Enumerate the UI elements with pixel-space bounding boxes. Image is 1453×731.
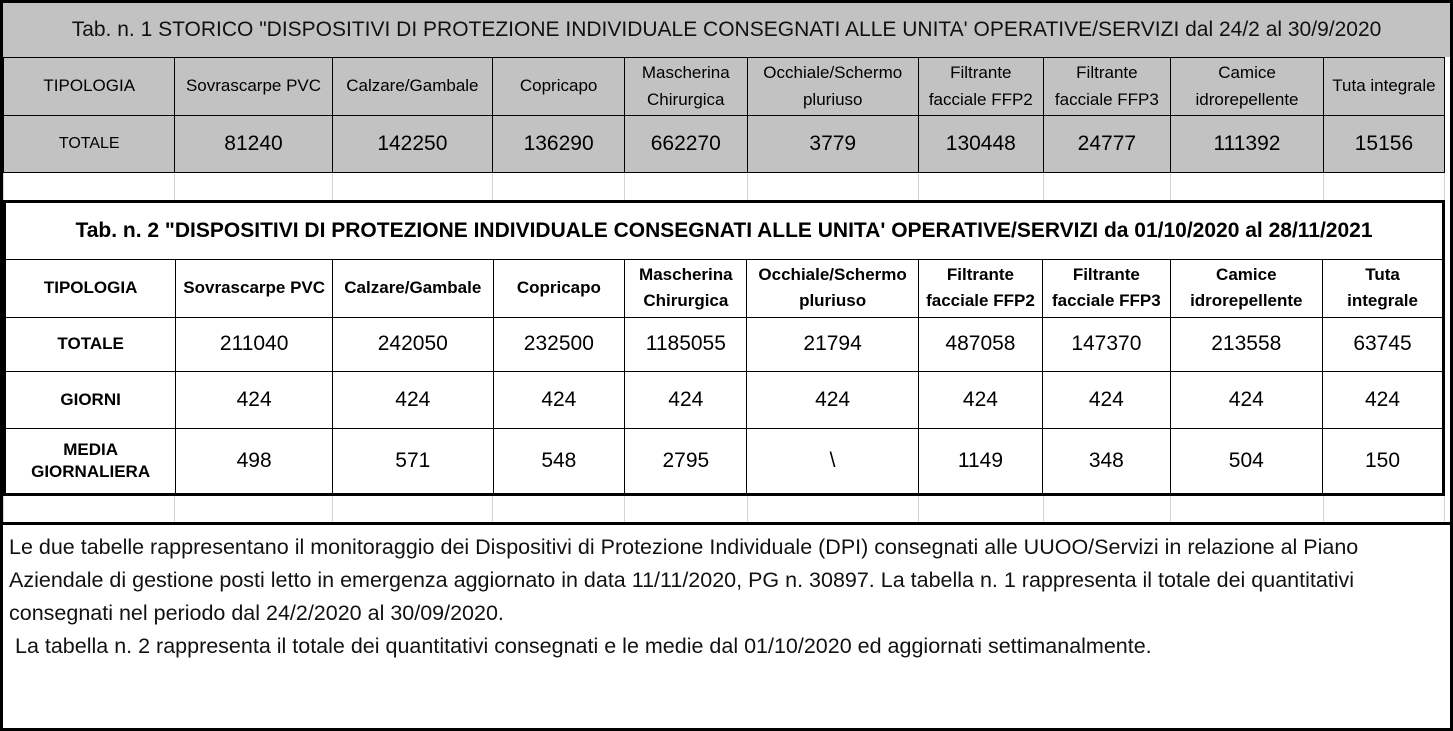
table-1-total-row: [4, 116, 1445, 173]
column-header: TIPOLOGIA: [5, 260, 176, 318]
average-cell: 1149: [918, 428, 1042, 494]
row-label: GIORNI: [5, 371, 176, 428]
table-2-title-row: [5, 202, 1444, 260]
column-header: Filtrante facciale FFP3: [1043, 58, 1171, 116]
spacer-cell: [175, 173, 332, 200]
column-header: Sovrascarpe PVC: [175, 58, 332, 116]
row-label: MEDIA GIORNALIERA: [5, 428, 176, 494]
spacer-cell: [918, 173, 1043, 200]
total-cell: 487058: [918, 317, 1042, 371]
days-cell: 424: [333, 371, 493, 428]
spacer-cell: [747, 496, 918, 522]
spacer-cell: [918, 496, 1043, 522]
column-header: Filtrante facciale FFP3: [1043, 260, 1170, 318]
column-header: Camice idrorepellente: [1170, 260, 1323, 318]
spacer-cell: [1171, 496, 1324, 522]
column-header: Occhiale/Schermo pluriuso: [747, 58, 918, 116]
table-1-title: Tab. n. 1 STORICO "DISPOSITIVI DI PROTEZIONE INDIVIDUALE CONSEGNATI ALLE UNITA' OPERATIVE/SERVIZI dal 24/2 al 30/9/2020: [3, 3, 1450, 57]
column-header: Camice idrorepellente: [1171, 58, 1324, 116]
table-2: [3, 200, 1445, 496]
days-cell: 424: [1323, 371, 1444, 428]
spacer-cell: [1323, 173, 1444, 200]
days-cell: 424: [625, 371, 747, 428]
spacer-cell: [175, 496, 332, 522]
row-label: TOTALE: [4, 116, 175, 173]
total-cell: 232500: [493, 317, 625, 371]
column-header: Tuta integrale: [1323, 260, 1444, 318]
total-cell: 3779: [747, 116, 918, 173]
average-cell: 498: [176, 428, 333, 494]
spacer-row: [3, 173, 1445, 200]
days-cell: 424: [1170, 371, 1323, 428]
column-header: Copricapo: [493, 260, 625, 318]
column-header: Filtrante facciale FFP2: [918, 260, 1042, 318]
spacer-cell: [747, 173, 918, 200]
total-cell: 1185055: [625, 317, 747, 371]
total-cell: 63745: [1323, 317, 1444, 371]
spacer-cell: [1043, 496, 1171, 522]
table-2-daily-average-row: [5, 428, 1444, 494]
column-header: Sovrascarpe PVC: [176, 260, 333, 318]
footer-note: [3, 522, 1450, 663]
total-cell: 242050: [333, 317, 493, 371]
total-cell: 24777: [1043, 116, 1171, 173]
column-header: Calzare/Gambale: [332, 58, 493, 116]
spacer-cell: [4, 496, 175, 522]
spacer-cell: [4, 173, 175, 200]
footer-paragraph-2: La tabella n. 2 rappresenta il totale dei quantitativi consegnati e le medie dal 01/10/2020 ed aggiornati settimanalmente.: [9, 633, 1152, 658]
spacer-cell: [493, 173, 625, 200]
total-cell: 81240: [175, 116, 332, 173]
column-header: Occhiale/Schermo pluriuso: [747, 260, 918, 318]
total-cell: 111392: [1171, 116, 1324, 173]
table-1: [3, 57, 1445, 173]
spacer-cell: [1323, 496, 1444, 522]
table-2-header-row: [5, 260, 1444, 318]
average-cell: 2795: [625, 428, 747, 494]
total-cell: 136290: [493, 116, 625, 173]
spacer-cell: [493, 496, 625, 522]
column-header: Copricapo: [493, 58, 625, 116]
average-cell: 571: [333, 428, 493, 494]
table-2-title: Tab. n. 2 "DISPOSITIVI DI PROTEZIONE INDIVIDUALE CONSEGNATI ALLE UNITA' OPERATIVE/SERVIZI da 01/10/2020 al 28/11/2021: [5, 202, 1444, 260]
total-cell: 147370: [1043, 317, 1170, 371]
days-cell: 424: [747, 371, 918, 428]
total-cell: 130448: [918, 116, 1043, 173]
column-header: Mascherina Chirurgica: [625, 58, 747, 116]
total-cell: 211040: [176, 317, 333, 371]
spacer-cell: [332, 173, 493, 200]
days-cell: 424: [493, 371, 625, 428]
average-cell: 548: [493, 428, 625, 494]
total-cell: 21794: [747, 317, 918, 371]
spacer-cell: [1043, 173, 1171, 200]
column-header: Calzare/Gambale: [333, 260, 493, 318]
total-cell: 15156: [1323, 116, 1444, 173]
total-cell: 662270: [625, 116, 747, 173]
spacer-cells: [4, 496, 1445, 522]
spacer-cell: [625, 173, 747, 200]
average-cell: \: [747, 428, 918, 494]
row-label: TOTALE: [5, 317, 176, 371]
spacer-cell: [625, 496, 747, 522]
footer-paragraph-1: Le due tabelle rappresentano il monitoraggio dei Dispositivi di Protezione Individuale (DPI) consegnati alle UUOO/Servizi in relazione al Piano Aziendale di gestione posti letto in emergenza aggiornato in data 11/11/2020, PG n. 30897. La tabella n. 1 rappresenta il totale dei quantitativi consegnati nel periodo dal 24/2/2020 al 30/09/2020.: [9, 534, 1364, 625]
column-header: Tuta integrale: [1323, 58, 1444, 116]
spacer-cells: [4, 173, 1445, 200]
column-header: TIPOLOGIA: [4, 58, 175, 116]
column-header: Filtrante facciale FFP2: [918, 58, 1043, 116]
average-cell: 150: [1323, 428, 1444, 494]
spacer-row: [3, 496, 1445, 522]
total-cell: 142250: [332, 116, 493, 173]
spacer-cell: [332, 496, 493, 522]
column-header: Mascherina Chirurgica: [625, 260, 747, 318]
average-cell: 504: [1170, 428, 1323, 494]
days-cell: 424: [176, 371, 333, 428]
days-cell: 424: [1043, 371, 1170, 428]
table-2-total-row: [5, 317, 1444, 371]
days-cell: 424: [918, 371, 1042, 428]
average-cell: 348: [1043, 428, 1170, 494]
table-2-days-row: [5, 371, 1444, 428]
spacer-cell: [1171, 173, 1324, 200]
table-1-header-row: [4, 58, 1445, 116]
total-cell: 213558: [1170, 317, 1323, 371]
